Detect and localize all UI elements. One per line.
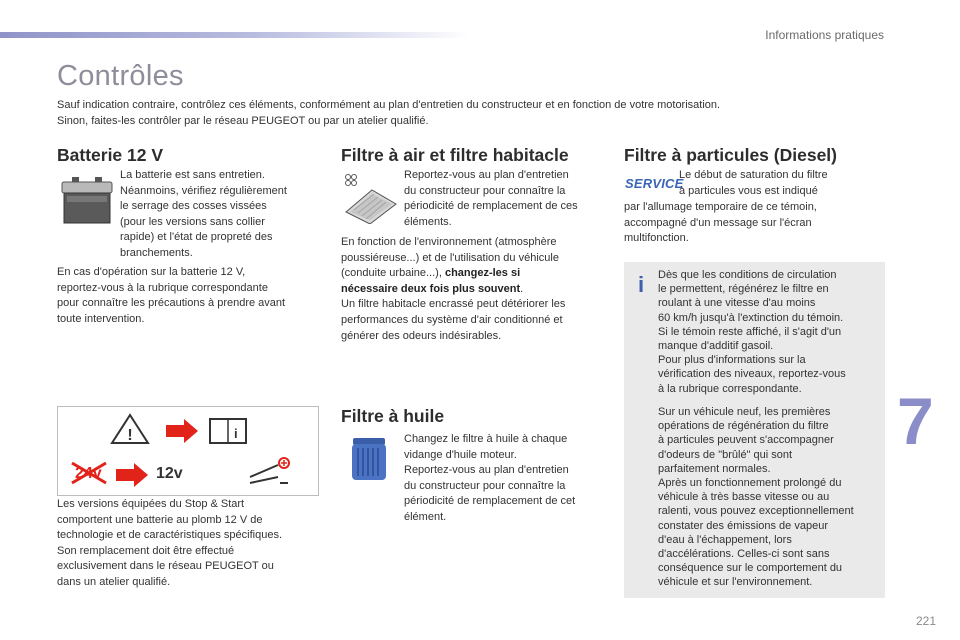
service-warning-icon: SERVICE xyxy=(625,176,684,191)
info-paragraph-1: Dès que les conditions de circulation le permettent, régénérez le filtre en roulant à une vitesse d'au moins 60 km/h jusqu'à l'extinction du témoin. Si le témoin reste affiché, il s'agit d'un manque d'additif gasoil. Pour plus d'informations sur la vérification des niveaux, reportez-vous à la rubrique correspondante. xyxy=(658,269,846,395)
particle-filter-heading: Filtre à particules (Diesel) xyxy=(624,145,837,165)
particle-filter-paragraph-indent: Le début de saturation du filtre à particules vous est indiqué xyxy=(679,169,828,197)
intro-line: Sinon, faites-les contrôler par le réseau PEUGEOT ou par un atelier qualifié. xyxy=(57,114,429,127)
air-filter-heading: Filtre à air et filtre habitacle xyxy=(341,145,569,165)
oil-filter-heading: Filtre à huile xyxy=(341,406,445,426)
section-label: Informations pratiques xyxy=(765,28,884,42)
svg-text:i: i xyxy=(234,426,238,441)
page-number: 221 xyxy=(916,614,937,628)
page-title: Contrôles xyxy=(57,60,184,92)
oil-filter-icon xyxy=(349,436,389,484)
diagram-label-12v: 12v xyxy=(156,465,183,482)
particle-filter-paragraph: par l'allumage temporaire de ce témoin, accompagné d'un message sur l'écran multifonction. xyxy=(624,201,817,245)
stop-start-battery-diagram xyxy=(57,406,319,496)
svg-text:!: ! xyxy=(127,427,133,444)
battery-icon xyxy=(59,174,115,226)
air-filter-icon xyxy=(342,172,398,224)
header-accent-bar xyxy=(0,32,470,38)
oil-filter-paragraph-1: Changez le filtre à huile à chaque vidange d'huile moteur. Reportez-vous au plan d'entretien du constructeur pour connaître la périodicité de remplacement de cet élément. xyxy=(404,433,576,523)
chapter-number: 7 xyxy=(897,384,934,458)
intro-text xyxy=(57,98,720,129)
info-box xyxy=(624,262,885,598)
air-filter-paragraph-1: Reportez-vous au plan d'entretien du constructeur pour connaître la périodicité de remplacement de ces éléments. xyxy=(404,169,578,228)
air-filter-paragraph-2: En fonction de l'environnement (atmosphère poussiéreuse...) et de l'utilisation du véhicule (conduite urbaine...), changez-les si nécessaire deux fois plus souvent. Un filtre habitacle encrassé peut détériorer les performances du système d'air conditionné et générer des odeurs indésirables. xyxy=(341,236,566,342)
info-icon: i xyxy=(637,272,645,297)
intro-line: Sauf indication contraire, contrôlez ces éléments, conformément au plan d'entretien du constructeur et en fonction de votre motorisation. xyxy=(57,99,721,111)
battery-paragraph-3: Les versions équipées du Stop & Start comportent une batterie au plomb 12 V de technologie et de caractéristiques spécifiques. Son remplacement doit être effectué exclusivement dans le réseau PEUGEOT ou dans un atelier qualifié. xyxy=(57,498,283,588)
diagram-label-24v: 24v xyxy=(75,465,102,482)
battery-paragraph-1: La batterie est sans entretien. Néanmoins, vérifiez régulièrement le serrage des cosses vissées (pour les versions sans collier rapide) et l'état de propreté des branchements. xyxy=(120,169,287,259)
info-paragraph-2: Sur un véhicule neuf, les premières opérations de régénération du filtre à particules peuvent s'accompagner d'odeurs de "brûlé" qui sont parfaitement normales. Après un fonctionnement prolongé du véhicule à très basse vitesse ou au ralenti, vous pouvez exceptionnellement constater des émissions de vapeur d'eau à l'échappement, lors d'accélérations. Celles-ci sont sans conséquence sur le comportement du véhicule et sur l'environnement. xyxy=(658,406,854,589)
battery-heading: Batterie 12 V xyxy=(57,145,164,165)
battery-paragraph-2: En cas d'opération sur la batterie 12 V, reportez-vous à la rubrique correspondante pour connaître les précautions à prendre avant toute intervention. xyxy=(57,266,286,325)
